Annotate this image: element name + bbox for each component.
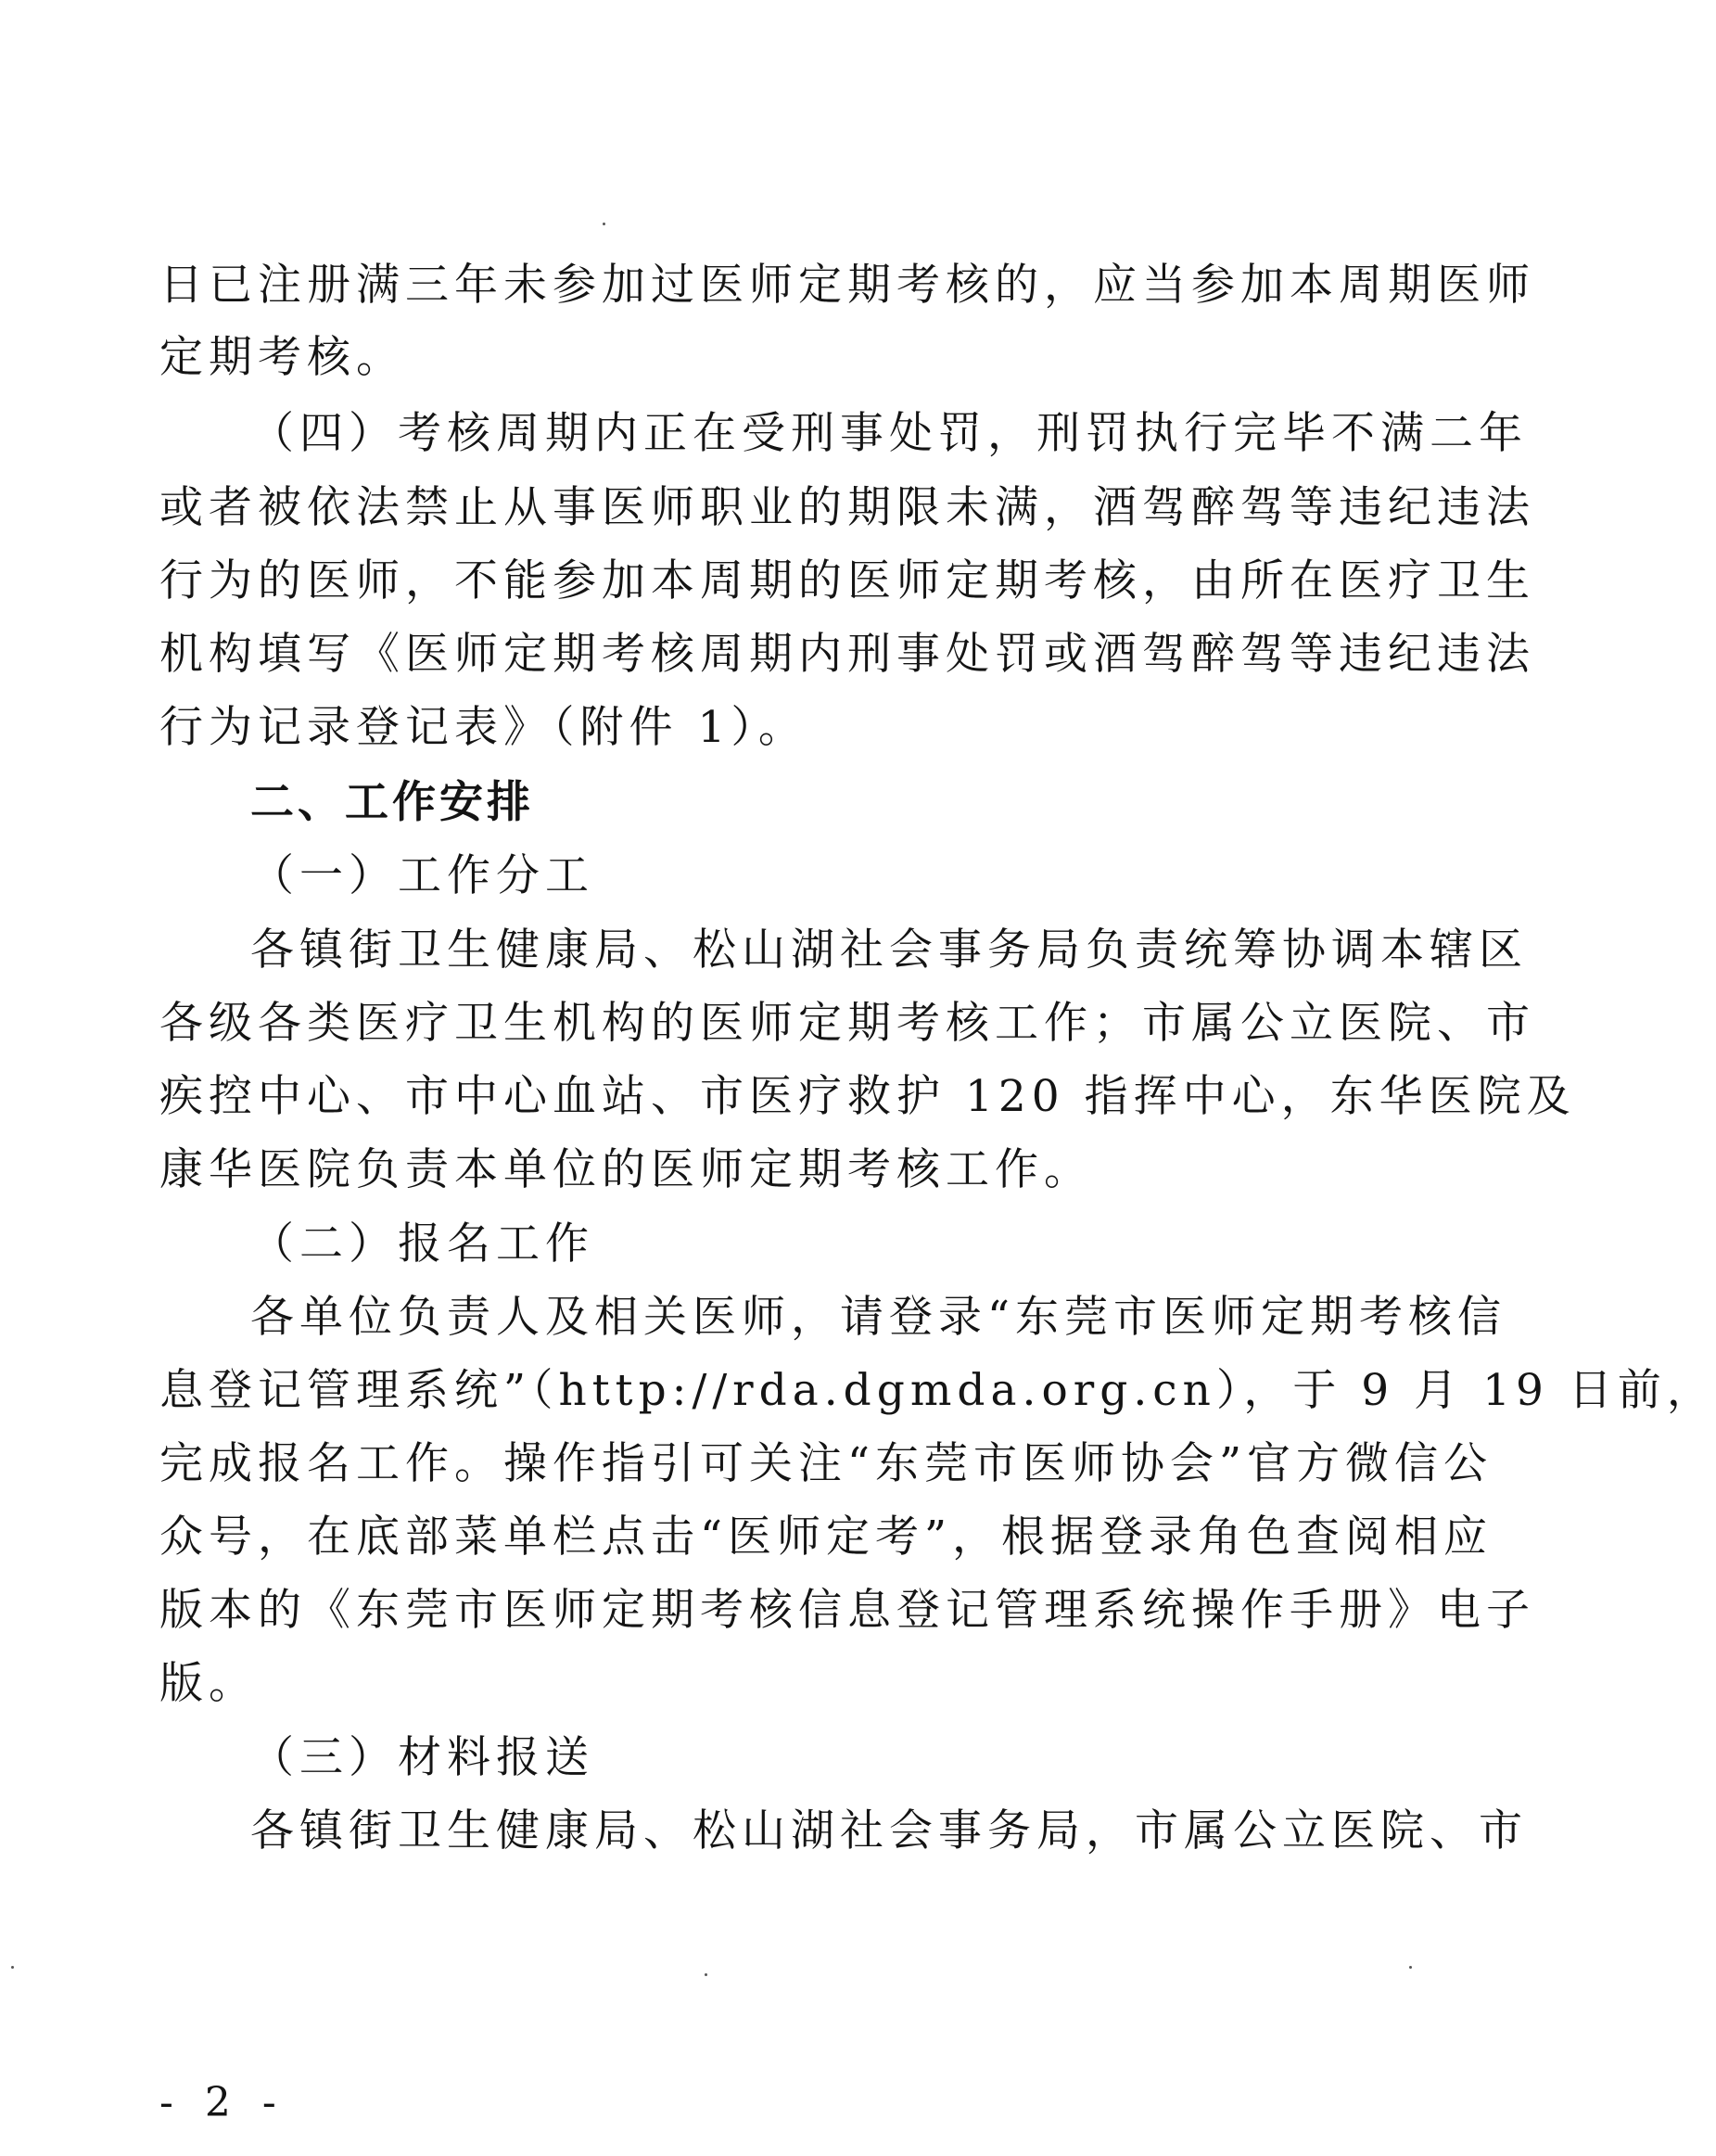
text-line: 各镇街卫生健康局、松山湖社会事务局负责统筹协调本辖区 — [250, 925, 1528, 976]
text-line: 各单位负责人及相关医师，请登录“东莞市医师定期考核信 — [250, 1292, 1507, 1343]
text-line: 版。 — [159, 1658, 258, 1709]
section-heading: 二、工作安排 — [250, 777, 534, 828]
text-line: 康华医院负责本单位的医师定期考核工作。 — [159, 1144, 1093, 1195]
text-line: 定期考核。 — [159, 332, 405, 383]
text-line: 机构填写《医师定期考核周期内刑事处罚或酒驾醉驾等违纪违法 — [159, 629, 1535, 680]
text-line: 众号，在底部菜单栏点击“医师定考”，根据登录角色查阅相应 — [159, 1512, 1494, 1563]
subsection-heading: （一）工作分工 — [250, 850, 594, 901]
text-line: 各镇街卫生健康局、松山湖社会事务局，市属公立医院、市 — [250, 1805, 1528, 1856]
text-line: 日已注册满三年未参加过医师定期考核的，应当参加本周期医师 — [159, 260, 1535, 311]
text-line: 疾控中心、市中心血站、市医疗救护 120 指挥中心，东华医院及 — [159, 1071, 1576, 1122]
subsection-heading: （二）报名工作 — [250, 1218, 594, 1269]
text-line: 或者被依法禁止从事医师职业的期限未满，酒驾醉驾等违纪违法 — [159, 482, 1535, 533]
text-line: 息登记管理系统”（http://rda.dgmda.org.cn），于 9 月 19 日前， — [159, 1365, 1716, 1416]
text-line: 行为的医师，不能参加本周期的医师定期考核，由所在医疗卫生 — [159, 555, 1535, 606]
page-number: - 2 - — [159, 2079, 286, 2126]
subsection-heading: （三）材料报送 — [250, 1732, 594, 1783]
scan-speck — [1409, 1966, 1412, 1969]
text-line: 行为记录登记表》（附件 1）。 — [159, 702, 807, 753]
text-line: 完成报名工作。操作指引可关注“东莞市医师协会”官方微信公 — [159, 1438, 1494, 1489]
text-line: 各级各类医疗卫生机构的医师定期考核工作；市属公立医院、市 — [159, 998, 1535, 1049]
text-line: （四）考核周期内正在受刑事处罚，刑罚执行完毕不满二年 — [250, 408, 1528, 459]
scan-speck — [705, 1973, 707, 1976]
text-line: 版本的《东莞市医师定期考核信息登记管理系统操作手册》电子 — [159, 1585, 1535, 1636]
scan-speck — [603, 223, 605, 225]
scan-speck — [11, 1966, 14, 1969]
